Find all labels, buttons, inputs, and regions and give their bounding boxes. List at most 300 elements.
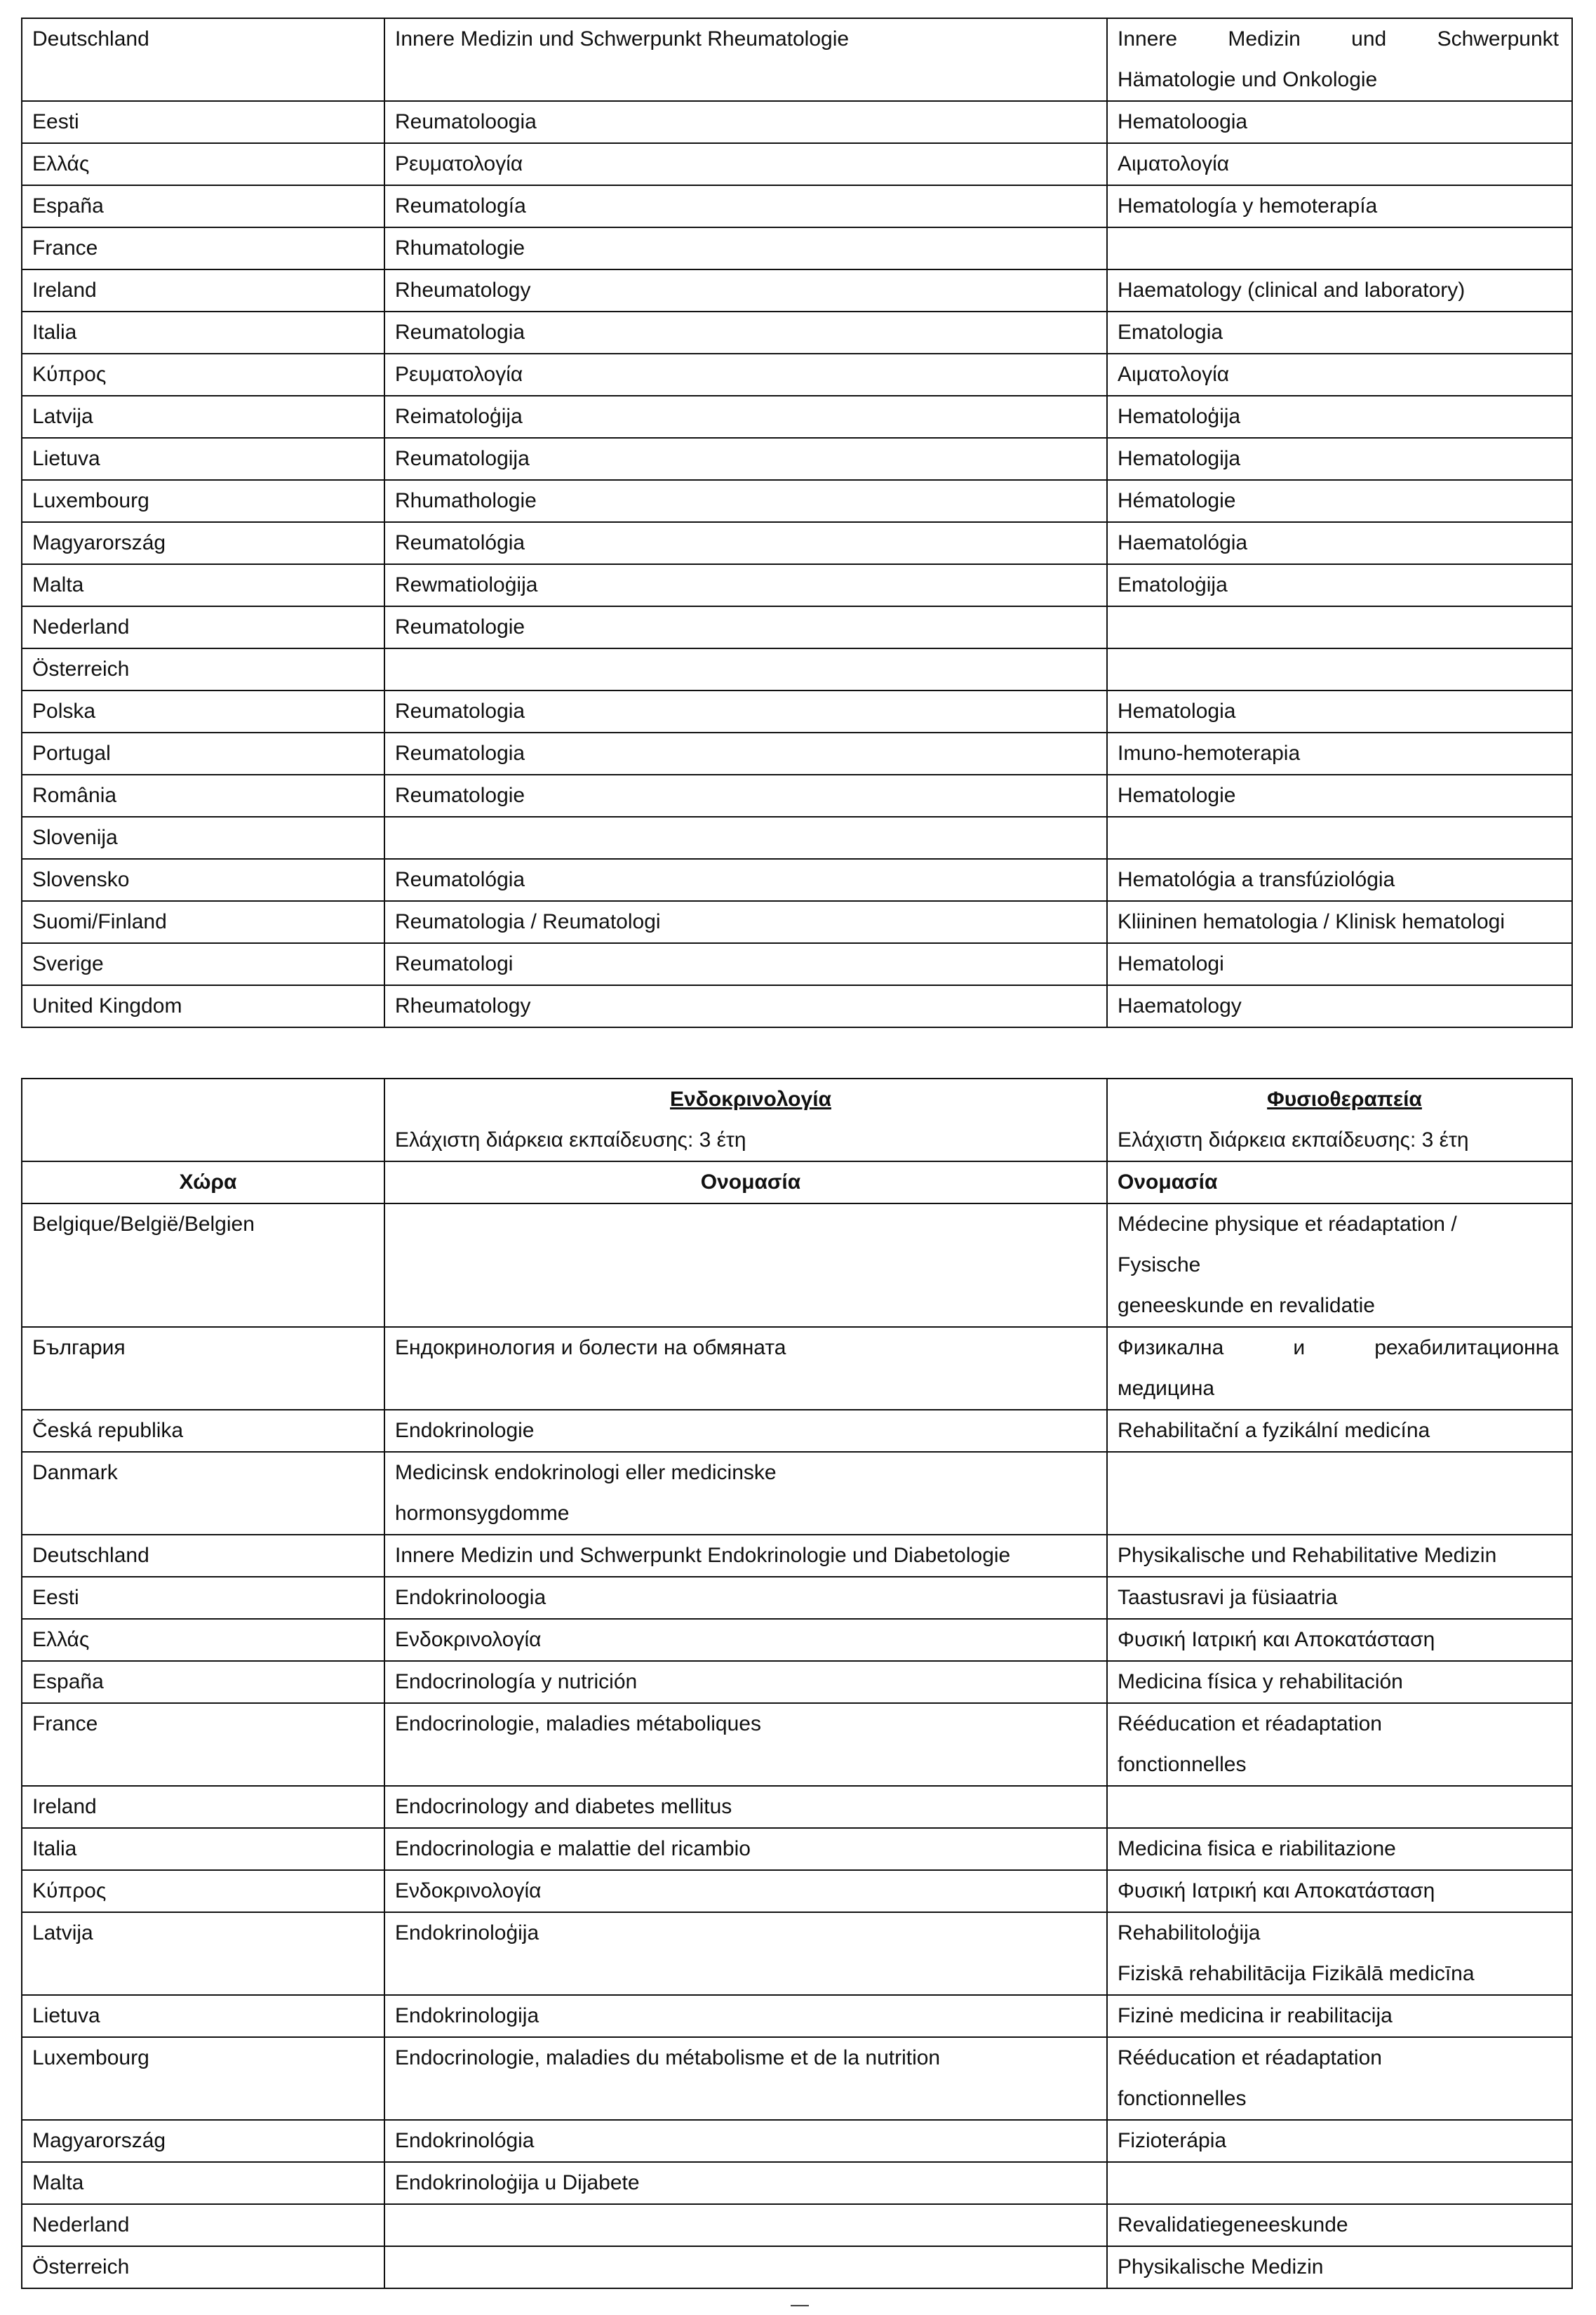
physiotherapy-name: fonctionnelles: [1118, 2087, 1247, 2110]
physiotherapy-cell: [1107, 2162, 1572, 2204]
table-row: [22, 312, 1572, 354]
haematology-name: Hematologie: [1118, 784, 1236, 807]
table-row: [22, 1327, 1572, 1410]
physiotherapy-name: fonctionnelles: [1118, 1753, 1247, 1776]
rheumatology-name: Reumatologie: [395, 784, 525, 807]
physiotherapy-name: Fiziskā rehabilitācija Fizikālā medicīna: [1118, 1962, 1475, 1985]
empty-line: [395, 1204, 1106, 1245]
country-cell: [22, 606, 384, 648]
table-row: [22, 522, 1572, 564]
table1-body: [22, 18, 1572, 1027]
table-row: [22, 985, 1572, 1027]
endocrinology-cell: [384, 2204, 1107, 2246]
physiotherapy-cell: [1107, 1410, 1572, 1452]
country-name: Latvija: [32, 405, 93, 428]
rheumatology-cell: [384, 648, 1107, 691]
rheumatology-name: Reumatologia: [395, 321, 525, 344]
table-row: [22, 606, 1572, 648]
endocrinology-name: Medicinsk endokrinologi eller medicinske: [395, 1461, 777, 1484]
endocrinology-name: Ενδοκρινολογία: [395, 1879, 542, 1902]
table-row: [22, 1452, 1572, 1535]
country-name: Italia: [32, 321, 77, 344]
country-cell: [22, 2037, 384, 2120]
physiotherapy-name: Taastusravi ja füsiaatria: [1118, 1586, 1338, 1609]
table-row: [22, 269, 1572, 312]
haematology-name: Ematologia: [1118, 321, 1223, 344]
country-cell: [22, 1828, 384, 1870]
country-label-cell: [22, 1161, 384, 1203]
country-cell: [22, 1786, 384, 1828]
haematology-name: Hematoloogia: [1118, 110, 1248, 133]
country-cell: [22, 185, 384, 227]
endocrinology-cell: [384, 1619, 1107, 1661]
haematology-name: Imuno-hemoterapia: [1118, 742, 1301, 765]
haematology-name: Haematológia: [1118, 531, 1248, 554]
country-name: Malta: [32, 573, 84, 596]
table-row: [22, 1535, 1572, 1577]
table-row: [22, 1870, 1572, 1912]
physiotherapy-name: Φυσική Ιατρική και Αποκατάσταση: [1118, 1628, 1435, 1651]
country-name: Magyarország: [32, 2129, 166, 2152]
endocrinology-name: hormonsygdomme: [395, 1502, 570, 1525]
country-cell: [22, 101, 384, 143]
table-row: [22, 1661, 1572, 1703]
table-row: [22, 1828, 1572, 1870]
endocrinology-cell: [384, 1661, 1107, 1703]
country-name: Ελλάς: [32, 1628, 90, 1651]
physiotherapy-cell: [1107, 1661, 1572, 1703]
rheumatology-name: Innere Medizin und Schwerpunkt Rheumatologie: [395, 27, 850, 51]
table2-body: [22, 1079, 1572, 2288]
country-name: France: [32, 1712, 98, 1735]
endocrinology-cell: [384, 2037, 1107, 2120]
table-row: [22, 101, 1572, 143]
country-name: Italia: [32, 1837, 77, 1860]
rheumatology-name: Reumatológia: [395, 868, 525, 891]
physiotherapy-name: Medicina física y rehabilitación: [1118, 1670, 1403, 1693]
haematology-name: Hématologie: [1118, 489, 1236, 512]
endocrinology-min-duration: Ελάχιστη διάρκεια εκπαίδευσης: 3 έτη: [395, 1128, 746, 1152]
rheumatology-haematology-table: [21, 18, 1573, 1028]
haematology-cell: [1107, 859, 1572, 901]
haematology-name: Haematology (clinical and laboratory): [1118, 279, 1466, 302]
table-row: [22, 354, 1572, 396]
physiotherapy-cell: [1107, 2037, 1572, 2120]
endocrinology-cell: [384, 1786, 1107, 1828]
rheumatology-cell: [384, 817, 1107, 859]
country-cell: [22, 1619, 384, 1661]
endocrinology-cell: [384, 1327, 1107, 1410]
rheumatology-name: Reumatologia: [395, 700, 525, 723]
empty-line: [1118, 1787, 1571, 1827]
endocrinology-cell: [384, 1535, 1107, 1577]
physiotherapy-cell: [1107, 1327, 1572, 1410]
empty-line: [1118, 607, 1571, 648]
haematology-cell: [1107, 269, 1572, 312]
rheumatology-name: Rhumathologie: [395, 489, 537, 512]
physiotherapy-name: geneeskunde en revalidatie: [1118, 1294, 1375, 1317]
haematology-cell: [1107, 985, 1572, 1027]
physiotherapy-name: Revalidatiegeneeskunde: [1118, 2213, 1348, 2236]
table-row: [22, 1786, 1572, 1828]
country-cell: [22, 18, 384, 101]
country-cell: [22, 1912, 384, 1995]
country-name: Κύπρος: [32, 363, 107, 386]
country-cell: [22, 1203, 384, 1327]
physiotherapy-name: Rehabilitoloģija: [1118, 1921, 1261, 1944]
country-cell: [22, 775, 384, 817]
table-row: [22, 185, 1572, 227]
empty-line: [1118, 649, 1571, 690]
table-row: [22, 18, 1572, 101]
empty-line: [1118, 2163, 1571, 2203]
endocrinology-cell: [384, 1870, 1107, 1912]
table-row: [22, 817, 1572, 859]
table-row: [22, 901, 1572, 943]
rheumatology-cell: [384, 859, 1107, 901]
country-cell: [22, 2246, 384, 2288]
country-name: Slovensko: [32, 868, 130, 891]
country-name: Lietuva: [32, 2004, 100, 2027]
table2-header-row: [22, 1079, 1572, 1161]
country-name: Eesti: [32, 110, 79, 133]
rheumatology-name: Ρευματολογία: [395, 363, 523, 386]
rheumatology-cell: [384, 101, 1107, 143]
country-name: Magyarország: [32, 531, 166, 554]
physiotherapy-name: Fizioterápia: [1118, 2129, 1227, 2152]
country-cell: [22, 817, 384, 859]
rheumatology-cell: [384, 775, 1107, 817]
table-row: [22, 1619, 1572, 1661]
table-row: [22, 564, 1572, 606]
country-name: Österreich: [32, 2255, 130, 2279]
haematology-cell: [1107, 817, 1572, 859]
haematology-cell: [1107, 775, 1572, 817]
country-name: Eesti: [32, 1586, 79, 1609]
endocrinology-name: Endokrinoloģija: [395, 1921, 539, 1944]
haematology-name: Αιματολογία: [1118, 363, 1230, 386]
haematology-cell: [1107, 733, 1572, 775]
empty-line: [1118, 818, 1571, 858]
endocrinology-cell: [384, 2246, 1107, 2288]
country-name: Ελλάς: [32, 152, 90, 175]
endocrinology-name-label-cell: [384, 1161, 1107, 1203]
country-cell: [22, 1661, 384, 1703]
table-row: [22, 480, 1572, 522]
country-cell: [22, 2162, 384, 2204]
country-name: Κύπρος: [32, 1879, 107, 1902]
haematology-name: Hematología y hemoterapía: [1118, 194, 1378, 218]
country-cell: [22, 312, 384, 354]
table-row: [22, 775, 1572, 817]
physiotherapy-cell: [1107, 1535, 1572, 1577]
country-name: Portugal: [32, 742, 111, 765]
rheumatology-cell: [384, 438, 1107, 480]
empty-line: [395, 649, 1106, 690]
rheumatology-cell: [384, 269, 1107, 312]
rheumatology-cell: [384, 691, 1107, 733]
physiotherapy-name-label-cell: [1107, 1161, 1572, 1203]
rheumatology-name: Reumatologija: [395, 447, 530, 470]
country-name: Sverige: [32, 952, 104, 975]
rheumatology-cell: [384, 18, 1107, 101]
country-cell: [22, 943, 384, 985]
haematology-cell: [1107, 438, 1572, 480]
rheumatology-name: Reumatologie: [395, 615, 525, 639]
country-cell: [22, 480, 384, 522]
country-cell: [22, 859, 384, 901]
physiotherapy-cell: [1107, 1786, 1572, 1828]
endocrinology-cell: [384, 1995, 1107, 2037]
haematology-cell: [1107, 691, 1572, 733]
physiotherapy-cell: [1107, 1828, 1572, 1870]
endocrinology-name: Endocrinologie, maladies métaboliques: [395, 1712, 761, 1735]
table-row: [22, 2162, 1572, 2204]
endocrinology-cell: [384, 1703, 1107, 1786]
endocrinology-name: Endokrinoloġija u Dijabete: [395, 2171, 640, 2194]
rheumatology-cell: [384, 985, 1107, 1027]
rheumatology-name: Reumatología: [395, 194, 526, 218]
country-name: Malta: [32, 2171, 84, 2194]
haematology-cell: [1107, 396, 1572, 438]
haematology-cell: [1107, 227, 1572, 269]
country-cell: [22, 2120, 384, 2162]
physiotherapy-cell: [1107, 2204, 1572, 2246]
country-cell: [22, 1995, 384, 2037]
endocrinology-name: Ендокринология и болести на обмяната: [395, 1336, 786, 1359]
physiotherapy-cell: [1107, 1912, 1572, 1995]
rheumatology-name: Reumatologia / Reumatologi: [395, 910, 661, 933]
country-cell: [22, 691, 384, 733]
rheumatology-cell: [384, 185, 1107, 227]
rheumatology-name: Reimatoloģija: [395, 405, 523, 428]
table-row: [22, 691, 1572, 733]
country-cell: [22, 1452, 384, 1535]
physiotherapy-cell: [1107, 1203, 1572, 1327]
endocrinology-name: Endocrinology and diabetes mellitus: [395, 1795, 732, 1818]
endocrinology-cell: [384, 1577, 1107, 1619]
haematology-name: Hematoloģija: [1118, 405, 1241, 428]
endocrinology-name: Endokrinologija: [395, 2004, 539, 2027]
country-name: Česká republika: [32, 1419, 184, 1442]
haematology-name: Kliininen hematologia / Klinisk hematologi: [1118, 910, 1505, 933]
country-name: Deutschland: [32, 27, 149, 51]
physiotherapy-name: Физикална и рехабилитационна: [1118, 1336, 1559, 1359]
country-cell: [22, 564, 384, 606]
physiotherapy-name: Rééducation et réadaptation: [1118, 1712, 1382, 1735]
endocrinology-cell: [384, 1828, 1107, 1870]
country-name: Belgique/België/Belgien: [32, 1213, 255, 1236]
country-name: Deutschland: [32, 1544, 149, 1567]
physiotherapy-name: Physikalische und Rehabilitative Medizin: [1118, 1544, 1497, 1567]
empty-line: [395, 2247, 1106, 2288]
table-row: [22, 396, 1572, 438]
endocrinology-name: Ενδοκρινολογία: [395, 1628, 542, 1651]
endocrinology-title: Ενδοκρινολογία: [670, 1088, 831, 1111]
haematology-cell: [1107, 354, 1572, 396]
haematology-name: Hematologia: [1118, 700, 1236, 723]
country-name: България: [32, 1336, 126, 1359]
rheumatology-cell: [384, 522, 1107, 564]
country-name: Ireland: [32, 279, 97, 302]
country-name: Nederland: [32, 615, 130, 639]
country-cell: [22, 227, 384, 269]
country-cell: [22, 901, 384, 943]
physiotherapy-name: Physikalische Medizin: [1118, 2255, 1324, 2279]
page-number-fragment: —: [791, 2293, 809, 2314]
country-name: Luxembourg: [32, 2046, 149, 2069]
table2-label-row: [22, 1161, 1572, 1203]
table-row: [22, 2037, 1572, 2120]
physiotherapy-cell: [1107, 2246, 1572, 2288]
table-row: [22, 2204, 1572, 2246]
empty-line: [1118, 228, 1571, 269]
physiotherapy-name: Fysische: [1118, 1253, 1201, 1276]
rheumatology-name: Rheumatology: [395, 994, 531, 1018]
rheumatology-cell: [384, 143, 1107, 185]
endocrinology-cell: [384, 2162, 1107, 2204]
table-row: [22, 859, 1572, 901]
table-row: [22, 438, 1572, 480]
country-cell: [22, 1577, 384, 1619]
rheumatology-cell: [384, 943, 1107, 985]
table-row: [22, 2120, 1572, 2162]
header-empty-cell: [22, 1079, 384, 1161]
country-cell: [22, 2204, 384, 2246]
haematology-cell: [1107, 480, 1572, 522]
country-name: Lietuva: [32, 447, 100, 470]
haematology-name: Hematológia a transfúziológia: [1118, 868, 1395, 891]
table-row: [22, 227, 1572, 269]
country-cell: [22, 1870, 384, 1912]
physiotherapy-cell: [1107, 1577, 1572, 1619]
table-row: [22, 143, 1572, 185]
endocrinology-name: Endocrinología y nutrición: [395, 1670, 638, 1693]
physiotherapy-name: Médecine physique et réadaptation /: [1118, 1213, 1457, 1236]
rheumatology-cell: [384, 312, 1107, 354]
country-cell: [22, 1535, 384, 1577]
country-cell: [22, 269, 384, 312]
table-row: [22, 1577, 1572, 1619]
haematology-name: Hematologija: [1118, 447, 1241, 470]
physiotherapy-name: Φυσική Ιατρική και Αποκατάσταση: [1118, 1879, 1435, 1902]
physiotherapy-min-duration: Ελάχιστη διάρκεια εκπαίδευσης: 3 έτη: [1118, 1128, 1469, 1152]
rheumatology-cell: [384, 396, 1107, 438]
table-row: [22, 1203, 1572, 1327]
haematology-cell: [1107, 18, 1572, 101]
rheumatology-name: Ρευματολογία: [395, 152, 523, 175]
haematology-name: Hämatologie und Onkologie: [1118, 68, 1378, 91]
table-row: [22, 1703, 1572, 1786]
physiotherapy-cell: [1107, 2120, 1572, 2162]
endocrinology-cell: [384, 1203, 1107, 1327]
endocrinology-name-label: Ονομασία: [700, 1170, 801, 1194]
endocrinology-name: Innere Medizin und Schwerpunkt Endokrinologie und Diabetologie: [395, 1544, 1011, 1567]
haematology-name: Αιματολογία: [1118, 152, 1230, 175]
table-row: [22, 733, 1572, 775]
rheumatology-cell: [384, 354, 1107, 396]
table-row: [22, 648, 1572, 691]
haematology-name: Haematology: [1118, 994, 1242, 1018]
physiotherapy-name: медицина: [1118, 1377, 1215, 1400]
rheumatology-name: Rhumatologie: [395, 236, 525, 260]
country-name: Latvija: [32, 1921, 93, 1944]
table-row: [22, 2246, 1572, 2288]
physiotherapy-name: Rehabilitační a fyzikální medicína: [1118, 1419, 1430, 1442]
rheumatology-name: Reumatologia: [395, 742, 525, 765]
physiotherapy-name: Medicina fisica e riabilitazione: [1118, 1837, 1396, 1860]
endocrinology-physiotherapy-table: [21, 1078, 1573, 2289]
haematology-name: Ematoloġija: [1118, 573, 1228, 596]
physiotherapy-cell: [1107, 1995, 1572, 2037]
rheumatology-name: Rewmatioloġija: [395, 573, 538, 596]
haematology-cell: [1107, 901, 1572, 943]
country-cell: [22, 522, 384, 564]
endocrinology-cell: [384, 1912, 1107, 1995]
rheumatology-cell: [384, 564, 1107, 606]
physiotherapy-header-cell: [1107, 1079, 1572, 1161]
rheumatology-name: Rheumatology: [395, 279, 531, 302]
physiotherapy-cell: [1107, 1619, 1572, 1661]
haematology-cell: [1107, 564, 1572, 606]
table-row: [22, 943, 1572, 985]
empty-line: [395, 818, 1106, 858]
endocrinology-name: Endocrinologie, maladies du métabolisme et de la nutrition: [395, 2046, 941, 2069]
rheumatology-cell: [384, 606, 1107, 648]
country-name: Österreich: [32, 658, 130, 681]
rheumatology-name: Reumatoloogia: [395, 110, 537, 133]
endocrinology-cell: [384, 2120, 1107, 2162]
haematology-name: Hematologi: [1118, 952, 1224, 975]
country-cell: [22, 733, 384, 775]
country-name: France: [32, 236, 98, 260]
country-name: România: [32, 784, 117, 807]
table-row: [22, 1410, 1572, 1452]
haematology-cell: [1107, 101, 1572, 143]
country-name: España: [32, 1670, 104, 1693]
endocrinology-name: Endocrinologia e malattie del ricambio: [395, 1837, 751, 1860]
country-cell: [22, 648, 384, 691]
country-cell: [22, 396, 384, 438]
rheumatology-cell: [384, 733, 1107, 775]
country-name: Polska: [32, 700, 96, 723]
physiotherapy-cell: [1107, 1452, 1572, 1535]
physiotherapy-title: Φυσιοθεραπεία: [1267, 1088, 1422, 1111]
endocrinology-header-cell: [384, 1079, 1107, 1161]
haematology-cell: [1107, 185, 1572, 227]
rheumatology-name: Reumatológia: [395, 531, 525, 554]
country-cell: [22, 1703, 384, 1786]
country-label: Χώρα: [179, 1170, 237, 1194]
endocrinology-cell: [384, 1410, 1107, 1452]
endocrinology-name: Endokrinológia: [395, 2129, 535, 2152]
country-cell: [22, 438, 384, 480]
table-row: [22, 1912, 1572, 1995]
haematology-cell: [1107, 606, 1572, 648]
rheumatology-cell: [384, 480, 1107, 522]
rheumatology-name: Reumatologi: [395, 952, 514, 975]
haematology-cell: [1107, 648, 1572, 691]
haematology-name: Innere Medizin und Schwerpunkt: [1118, 27, 1559, 51]
haematology-cell: [1107, 143, 1572, 185]
country-cell: [22, 354, 384, 396]
empty-line: [395, 2205, 1106, 2246]
haematology-cell: [1107, 943, 1572, 985]
country-name: España: [32, 194, 104, 218]
physiotherapy-name-label: Ονομασία: [1118, 1170, 1218, 1194]
endocrinology-name: Endokrinologie: [395, 1419, 535, 1442]
physiotherapy-cell: [1107, 1703, 1572, 1786]
